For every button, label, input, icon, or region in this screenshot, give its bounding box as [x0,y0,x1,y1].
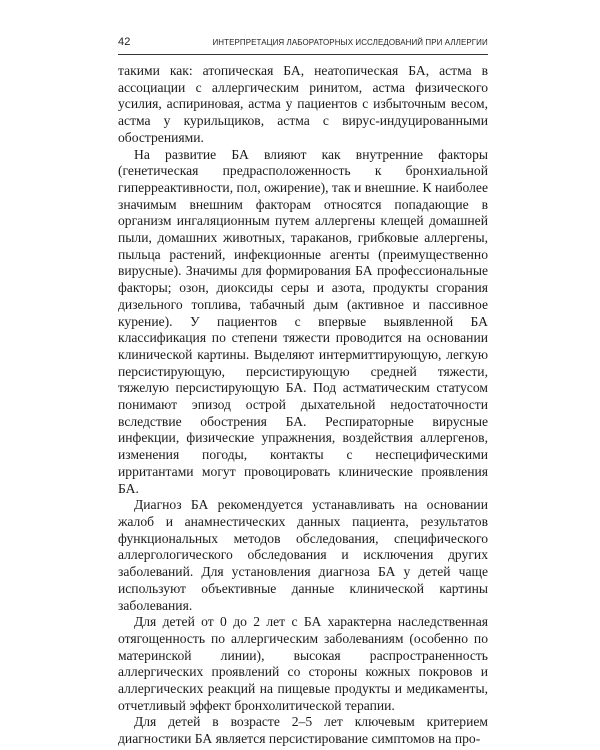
running-header [118,36,488,55]
paragraph-children-0-2: Для детей от 0 до 2 лет с БА характерна наследственная отягощенность по аллергическим заболеваниям (особенно по материнской линии), высокая распространенность аллергических проявлений со стороны кожных покровов и аллергических реакций на пищевые продукты и медикаменты, отчетливый эффект бронхолитической терапии. [118,614,488,713]
paragraph-diagnosis: Диагноз БА рекомендуется устанавливать на основании жалоб и анамнестических данных пациента, результатов функциональных методов обследования, специфического аллергологического обследования и исключения других заболеваний. Для установления диагноза БА у детей чаще используют объективные данные клинической картины заболевания. [118,497,488,613]
paragraph-children-2-5: Для детей в возрасте 2–5 лет ключевым критерием диагностики БА является персистирование симптомов на про- [118,714,488,747]
paragraph-continuation: такими как: атопическая БА, неатопическая БА, астма в ассоциации с аллергическим ринитом, астма физического усилия, аспириновая, астма у пациентов с избыточным весом, астма у курильщиков, астма с вирус-индуцированными обострениями. [118,63,488,145]
book-page [118,36,488,748]
paragraph-risk-factors: На развитие БА влияют как внутренние факторы (генетическая предрасположенность к бронхиальной гиперреактивности, пол, ожирение), так и внешние. К наиболее значимым внешним факторам относятся попадающие в организм ингаляционным путем аллергены клещей домашней пыли, домашних животных, тараканов, грибковые аллергены, пыльца растений, инфекционные агенты (преимущественно вирусные). Значимы для формирования БА профессиональные факторы; озон, диоксиды серы и азота, продукты сгорания дизельного топлива, табачный дым (активное и пассивное курение). У пациентов с впервые выявленной БА классификация по степени тяжести проводится на основании клинической картины. Выделяют интермиттирующую, легкую персистирующую, персистирующую средней тяжести, тяжелую персистирующую БА. Под астматическим статусом понимают эпизод острой дыхательной недостаточности вследствие обострения БА. Респираторные вирусные инфекции, физические упражнения, воздействия аллергенов, изменения погоды, контакты с неспецифическими ирритантами могут провоцировать клинические проявления БА. [118,146,488,496]
body-text [118,63,488,748]
running-title: ИНТЕРПРЕТАЦИЯ ЛАБОРАТОРНЫХ ИССЛЕДОВАНИЙ ПРИ АЛЛЕРГИИ [212,37,488,47]
page-number: 42 [118,36,131,48]
